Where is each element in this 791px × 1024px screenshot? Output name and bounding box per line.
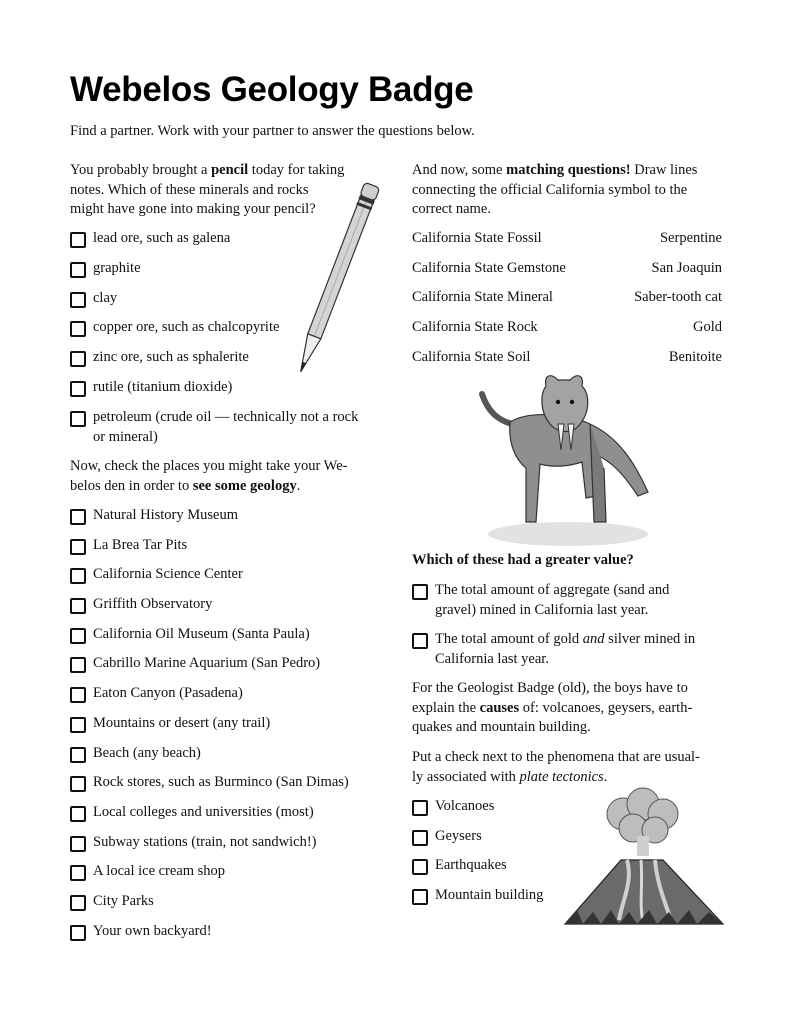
checkbox[interactable] (70, 865, 86, 881)
checkbox[interactable] (70, 381, 86, 397)
pencil-question: You probably brought a pencil today for taking notes. Which of these minerals and rocks might have gone into making your pencil? (70, 162, 345, 217)
checkbox[interactable] (412, 633, 428, 649)
matching-answer: Gold (693, 319, 722, 335)
checkbox[interactable] (70, 232, 86, 248)
matching-intro: And now, some matching questions! Draw lines connecting the official California symbol to the correct name. (412, 162, 698, 217)
matching-row (412, 319, 722, 336)
checkbox[interactable] (70, 836, 86, 852)
place-option[interactable]: Your own backyard! (70, 922, 212, 942)
checkbox[interactable] (412, 584, 428, 600)
pencil-option[interactable]: lead ore, such as galena (70, 229, 230, 249)
checkbox[interactable] (70, 292, 86, 308)
place-option[interactable]: Local colleges and universities (most) (70, 803, 314, 823)
matching-answer: Benitoite (668, 349, 722, 365)
checkbox[interactable] (70, 262, 86, 278)
place-option[interactable]: Subway stations (train, not sandwich!) (70, 833, 317, 853)
pencil-option[interactable]: rutile (titanium dioxide) (70, 378, 232, 398)
volcano-illustration (563, 786, 725, 926)
checkbox[interactable] (70, 539, 86, 555)
value-option[interactable]: The total amount of gold and silver mined in California last year. (412, 630, 745, 669)
pencil-option[interactable]: copper ore, such as chalcopyrite (70, 318, 279, 338)
tectonics-option[interactable]: Mountain building (412, 886, 543, 906)
tectonics-option[interactable]: Earthquakes (412, 856, 507, 876)
matching-row (412, 260, 722, 277)
tectonics-option[interactable]: Geysers (412, 827, 482, 847)
place-option[interactable]: California Oil Museum (Santa Paula) (70, 625, 310, 645)
pencil-option[interactable]: zinc ore, such as sphalerite (70, 348, 249, 368)
matching-row (412, 230, 722, 247)
tectonics-question: Put a check next to the phenomena that are usual- ly associated with plate tectonics. (412, 749, 700, 785)
checkbox[interactable] (70, 717, 86, 733)
checkbox[interactable] (70, 776, 86, 792)
matching-symbol: California State Soil (412, 349, 531, 365)
checkbox[interactable] (70, 657, 86, 673)
checkbox[interactable] (70, 509, 86, 525)
place-option[interactable]: La Brea Tar Pits (70, 536, 187, 556)
checkbox[interactable] (70, 628, 86, 644)
checkbox[interactable] (70, 568, 86, 584)
checkbox[interactable] (412, 830, 428, 846)
place-option[interactable]: Mountains or desert (any trail) (70, 714, 270, 734)
checkbox[interactable] (70, 321, 86, 337)
place-option[interactable]: A local ice cream shop (70, 862, 225, 882)
matching-symbol: California State Fossil (412, 230, 542, 246)
sabertooth-cat-illustration (470, 372, 665, 550)
pencil-option[interactable]: petroleum (crude oil — technically not a rock or mineral) (70, 408, 393, 447)
matching-answer: Saber-tooth cat (634, 289, 722, 305)
checkbox[interactable] (412, 859, 428, 875)
pencil-illustration (278, 176, 390, 394)
intro-text: Find a partner. Work with your partner to answer the questions below. (70, 123, 475, 139)
checkbox[interactable] (70, 925, 86, 941)
matching-row (412, 349, 722, 366)
checkbox[interactable] (412, 800, 428, 816)
matching-row (412, 289, 722, 306)
checkbox[interactable] (70, 598, 86, 614)
place-option[interactable]: California Science Center (70, 565, 243, 585)
matching-symbol: California State Gemstone (412, 260, 566, 276)
matching-symbol: California State Mineral (412, 289, 553, 305)
checkbox[interactable] (70, 687, 86, 703)
place-option[interactable]: Natural History Museum (70, 506, 238, 526)
place-option[interactable]: City Parks (70, 892, 154, 912)
places-question: Now, check the places you might take your We- belos den in order to see some geology. (70, 458, 348, 494)
place-option[interactable]: Cabrillo Marine Aquarium (San Pedro) (70, 654, 320, 674)
checkbox[interactable] (412, 889, 428, 905)
checkbox[interactable] (70, 895, 86, 911)
matching-answer: San Joaquin (651, 260, 722, 276)
tectonics-option[interactable]: Volcanoes (412, 797, 494, 817)
checkbox[interactable] (70, 806, 86, 822)
checkbox[interactable] (70, 747, 86, 763)
matching-answer: Serpentine (659, 230, 722, 246)
matching-symbol: California State Rock (412, 319, 538, 335)
place-option[interactable]: Griffith Observatory (70, 595, 212, 615)
place-option[interactable]: Rock stores, such as Burminco (San Dimas) (70, 773, 349, 793)
checkbox[interactable] (70, 351, 86, 367)
value-option[interactable]: The total amount of aggregate (sand and gravel) mined in California last year. (412, 581, 745, 620)
pencil-option[interactable]: graphite (70, 259, 141, 279)
page-title: Webelos Geology Badge (70, 70, 474, 109)
pencil-option[interactable]: clay (70, 289, 117, 309)
geologist-text: For the Geologist Badge (old), the boys have to explain the causes of: volcanoes, geysers, earth- quakes and mountain building. (412, 680, 693, 735)
value-question: Which of these had a greater value? (412, 552, 634, 568)
checkbox[interactable] (70, 411, 86, 427)
place-option[interactable]: Eaton Canyon (Pasadena) (70, 684, 243, 704)
place-option[interactable]: Beach (any beach) (70, 744, 201, 764)
